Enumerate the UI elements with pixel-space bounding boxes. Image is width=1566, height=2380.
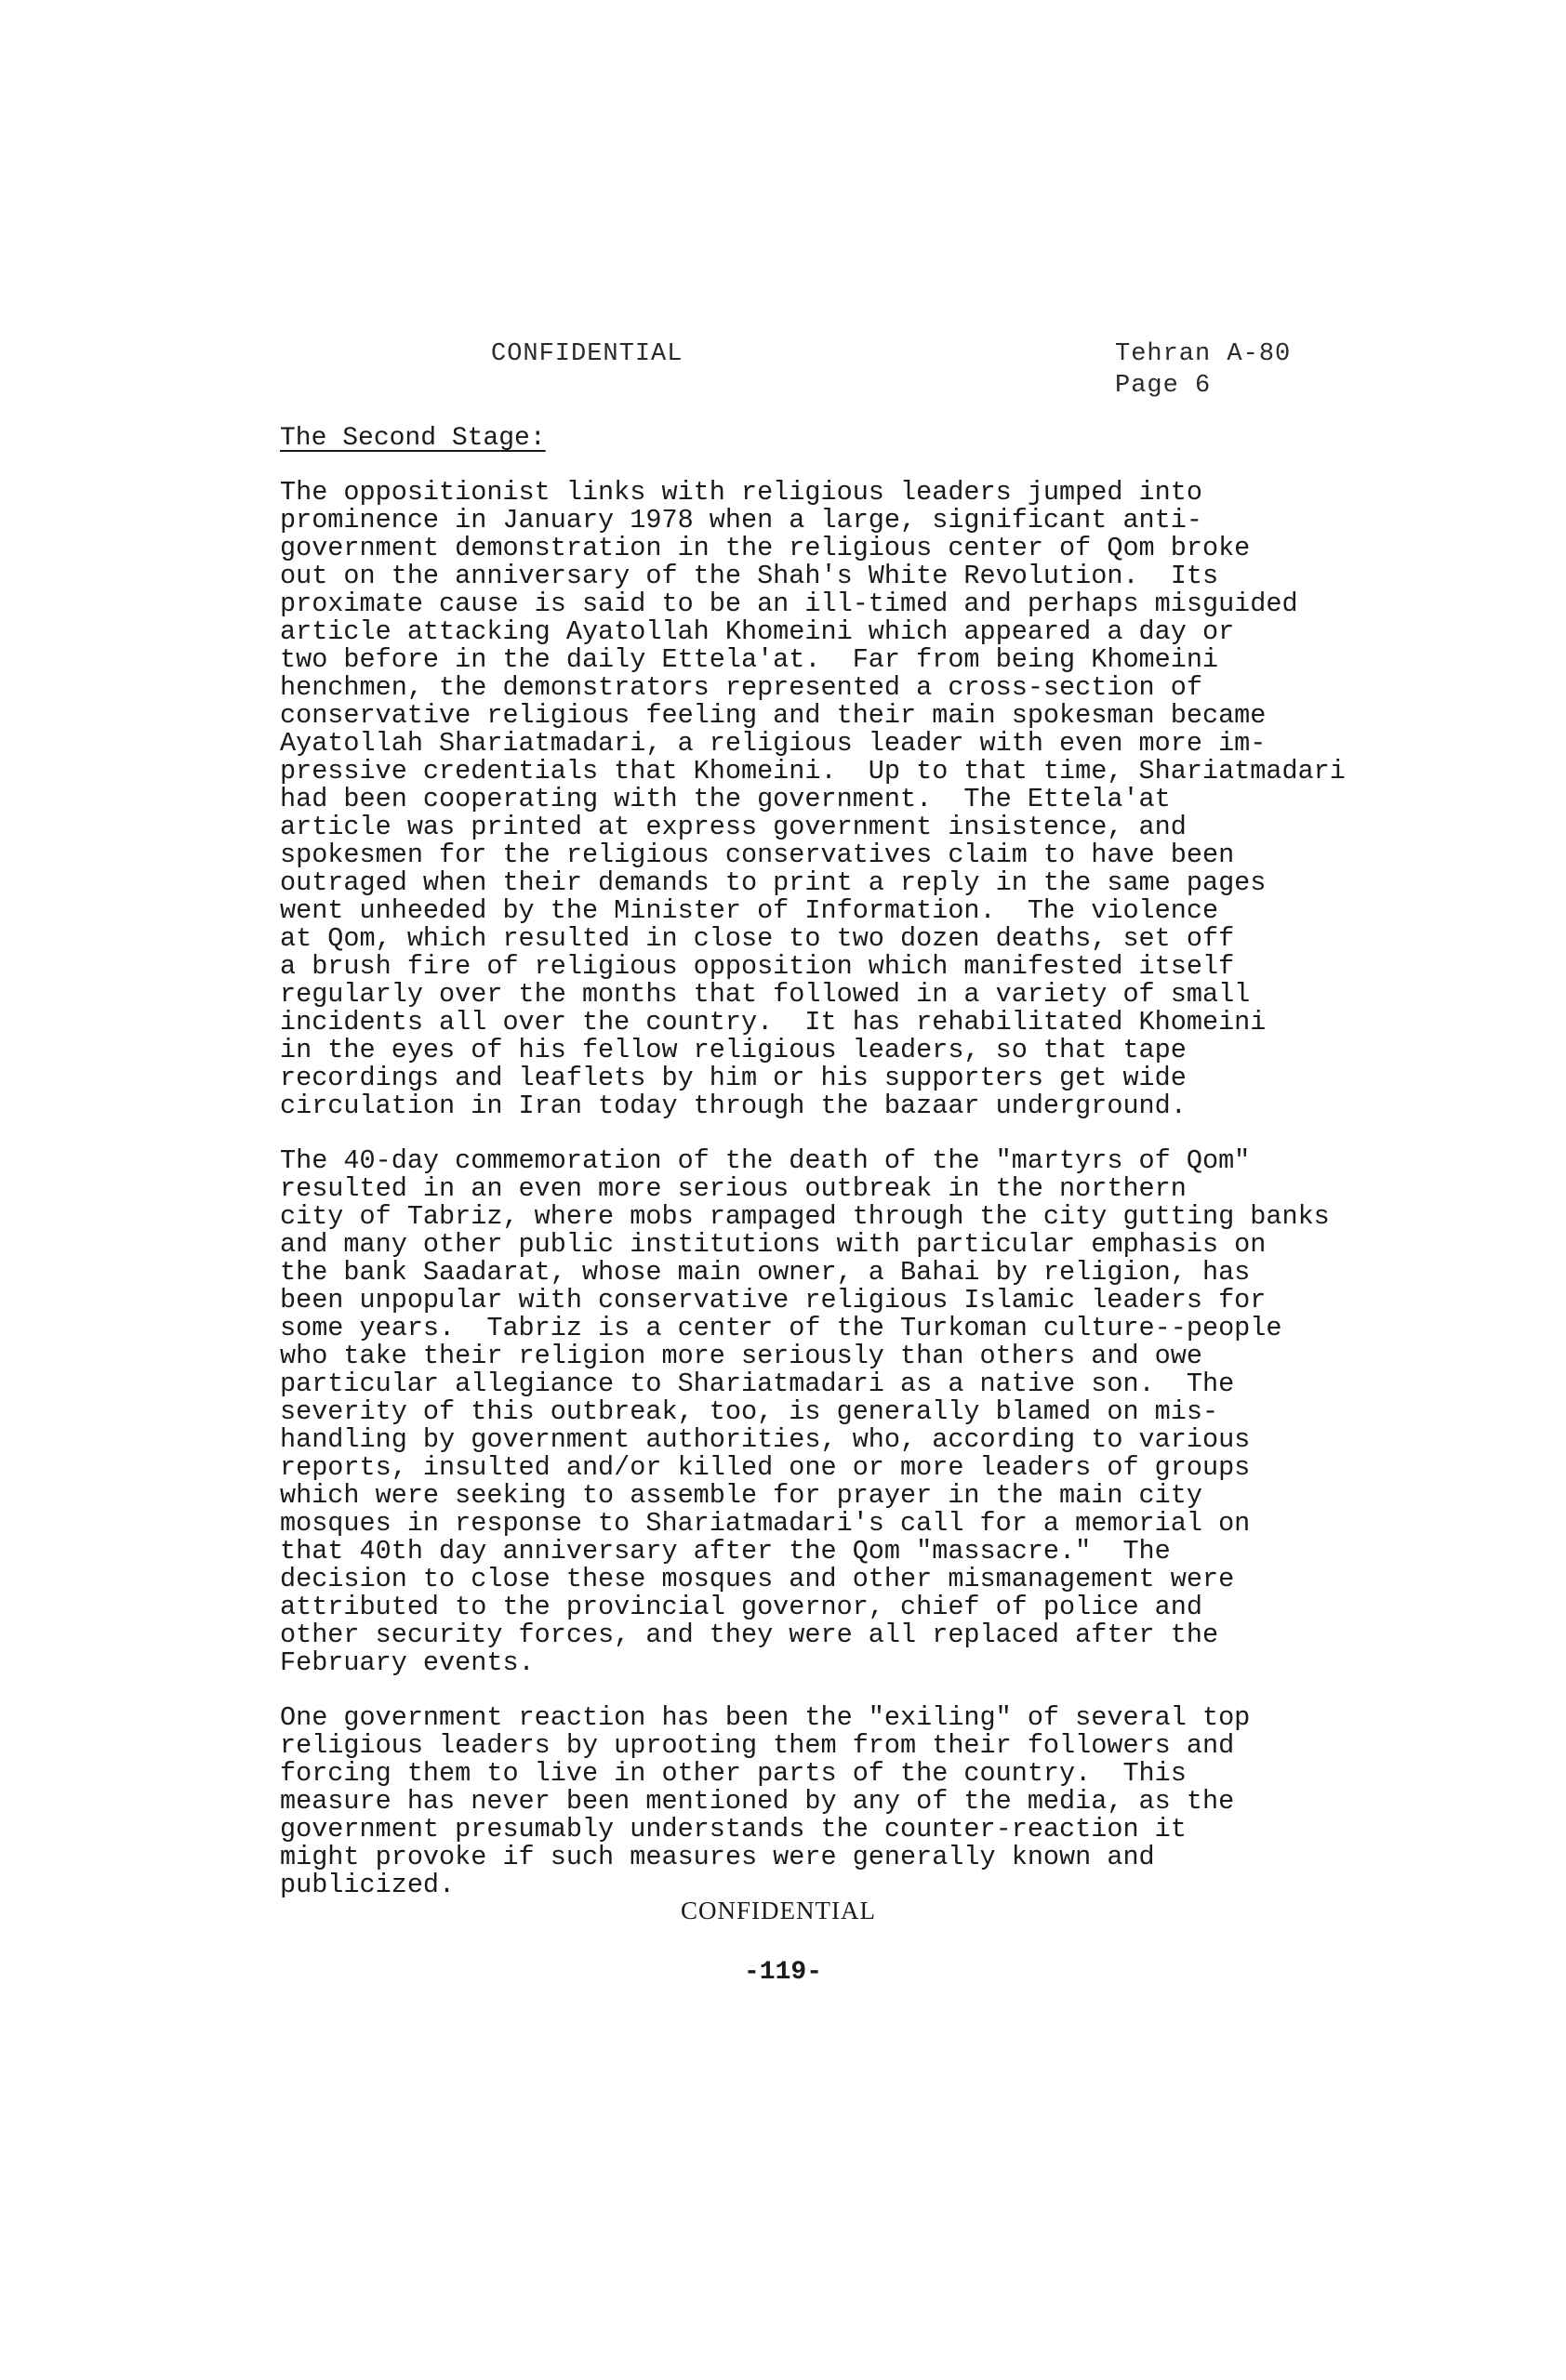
header-page-label: Page 6 bbox=[1115, 372, 1212, 400]
paragraph-line: government presumably understands the counter-reaction it bbox=[280, 1814, 1187, 1844]
paragraph-line: some years. Tabriz is a center of the Turkoman culture--people bbox=[280, 1313, 1282, 1343]
paragraph-1 bbox=[280, 479, 1396, 1120]
paragraph-line: February events. bbox=[280, 1647, 535, 1678]
paragraph-line: decision to close these mosques and other mismanagement were bbox=[280, 1564, 1235, 1594]
paragraph-2 bbox=[280, 1147, 1396, 1677]
paragraph-line: conservative religious feeling and their main spokesman became bbox=[280, 700, 1267, 731]
footer-classification: CONFIDENTIAL bbox=[681, 1897, 876, 1924]
paragraph-line: had been cooperating with the government. The Ettela'at bbox=[280, 784, 1171, 814]
paragraph-line: outraged when their demands to print a reply in the same pages bbox=[280, 867, 1267, 898]
paragraph-line: article attacking Ayatollah Khomeini which appeared a day or bbox=[280, 616, 1235, 647]
paragraph-line: henchmen, the demonstrators represented a cross-section of bbox=[280, 672, 1202, 703]
paragraph-line: other security forces, and they were all replaced after the bbox=[280, 1620, 1219, 1650]
paragraph-line: that 40th day anniversary after the Qom "massacre." The bbox=[280, 1536, 1171, 1567]
paragraph-line: regularly over the months that followed in a variety of small bbox=[280, 979, 1251, 1010]
paragraph-line: publicized. bbox=[280, 1870, 456, 1900]
paragraph-line: One government reaction has been the "exiling" of several top bbox=[280, 1702, 1251, 1733]
paragraph-line: resulted in an even more serious outbreak in the northern bbox=[280, 1173, 1187, 1204]
paragraph-line: government demonstration in the religious center of Qom broke bbox=[280, 533, 1251, 563]
footer-page-number: -119- bbox=[744, 1958, 823, 1987]
paragraph-line: a brush fire of religious opposition which manifested itself bbox=[280, 951, 1235, 982]
section-heading: The Second Stage: bbox=[280, 424, 546, 453]
paragraph-line: The oppositionist links with religious leaders jumped into bbox=[280, 477, 1202, 508]
paragraph-line: who take their religion more seriously than others and owe bbox=[280, 1341, 1202, 1371]
paragraph-line: prominence in January 1978 when a large, significant anti- bbox=[280, 505, 1202, 536]
paragraph-line: The 40-day commemoration of the death of the "martyrs of Qom" bbox=[280, 1145, 1251, 1176]
header-document-ref: Tehran A-80 bbox=[1115, 340, 1292, 368]
paragraph-line: handling by government authorities, who, according to various bbox=[280, 1424, 1251, 1455]
paragraph-line: been unpopular with conservative religious Islamic leaders for bbox=[280, 1285, 1267, 1316]
paragraph-line: spokesmen for the religious conservatives claim to have been bbox=[280, 840, 1235, 870]
paragraph-line: particular allegiance to Shariatmadari as a native son. The bbox=[280, 1368, 1235, 1399]
paragraph-line: two before in the daily Ettela'at. Far from being Khomeini bbox=[280, 644, 1219, 675]
paragraph-line: out on the anniversary of the Shah's White Revolution. Its bbox=[280, 561, 1219, 591]
paragraph-line: in the eyes of his fellow religious leaders, so that tape bbox=[280, 1035, 1187, 1065]
paragraph-line: city of Tabriz, where mobs rampaged through the city gutting banks bbox=[280, 1201, 1330, 1232]
paragraph-line: might provoke if such measures were generally known and bbox=[280, 1842, 1155, 1872]
paragraph-line: and many other public institutions with particular emphasis on bbox=[280, 1229, 1267, 1260]
paragraph-line: which were seeking to assemble for prayer in the main city bbox=[280, 1480, 1202, 1511]
paragraph-line: mosques in response to Shariatmadari's call for a memorial on bbox=[280, 1508, 1251, 1539]
paragraph-line: circulation in Iran today through the bazaar underground. bbox=[280, 1091, 1187, 1121]
paragraph-line: forcing them to live in other parts of the country. This bbox=[280, 1758, 1187, 1789]
paragraph-line: incidents all over the country. It has rehabilitated Khomeini bbox=[280, 1007, 1267, 1038]
paragraph-line: reports, insulted and/or killed one or more leaders of groups bbox=[280, 1452, 1251, 1483]
paragraph-line: pressive credentials that Khomeini. Up to that time, Shariatmadari bbox=[280, 756, 1346, 787]
paragraph-line: at Qom, which resulted in close to two dozen deaths, set off bbox=[280, 923, 1235, 954]
header-classification: CONFIDENTIAL bbox=[491, 340, 683, 368]
paragraph-line: attributed to the provincial governor, chief of police and bbox=[280, 1592, 1202, 1622]
paragraph-line: went unheeded by the Minister of Information. The violence bbox=[280, 895, 1219, 926]
paragraph-line: the bank Saadarat, whose main owner, a Bahai by religion, has bbox=[280, 1257, 1251, 1288]
paragraph-line: measure has never been mentioned by any of the media, as the bbox=[280, 1786, 1235, 1817]
paragraph-line: religious leaders by uprooting them from their followers and bbox=[280, 1730, 1235, 1761]
paragraph-line: proximate cause is said to be an ill-timed and perhaps misguided bbox=[280, 588, 1298, 619]
paragraph-line: severity of this outbreak, too, is generally blamed on mis- bbox=[280, 1396, 1219, 1427]
paragraph-line: recordings and leaflets by him or his supporters get wide bbox=[280, 1063, 1187, 1093]
paragraph-3 bbox=[280, 1704, 1396, 1899]
paragraph-line: Ayatollah Shariatmadari, a religious leader with even more im- bbox=[280, 728, 1267, 759]
paragraph-line: article was printed at express government insistence, and bbox=[280, 812, 1187, 842]
